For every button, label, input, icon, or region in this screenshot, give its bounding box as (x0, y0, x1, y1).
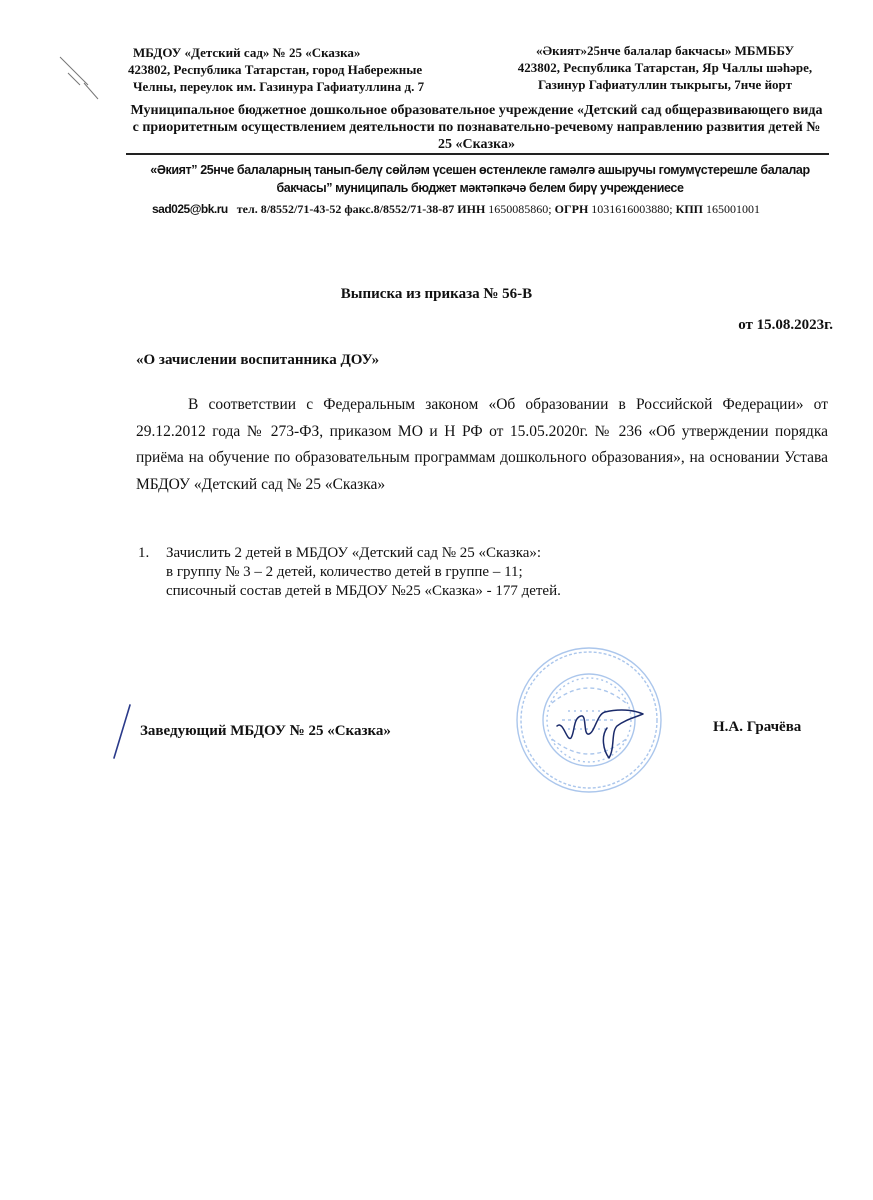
handwritten-signature (553, 692, 663, 762)
order-items-list (138, 544, 818, 601)
header-right-line2: 423802, Республика Татарстан, Яр Чаллы шәһәре, (517, 60, 813, 75)
margin-pen-mark (108, 702, 138, 762)
organization-full-name: Муниципальное бюджетное дошкольное образовательное учреждение «Детский сад общеразвивающего вида с приоритетным осуществлением деятельности по познавательно-речевому направлению развития детей № 25 «Сказка» (130, 103, 823, 152)
header-right-line3: Газинур Гафиатуллин тыкрыгы, 7нче йорт (537, 77, 793, 92)
header-left-line2: 423802, Республика Татарстан, город Набережные (128, 62, 423, 77)
list-item-line3: списочный состав детей в МБДОУ №25 «Сказка» - 177 детей. (166, 583, 561, 599)
signatory-role: Заведующий МБДОУ № 25 «Сказка» (140, 723, 391, 739)
header-right-line1: «Әкият»25нче балалар бакчасы» МБМББУ (535, 43, 795, 58)
organization-tatar-line1: «Әкият” 25нче балаларның танып-белү сөйләм үсешен өстенлекле гамәлгә ашыручы гомумүстерешле балалар (150, 163, 810, 177)
preamble-paragraph (136, 392, 828, 498)
ogrn-label: ОГРН (554, 202, 589, 216)
contacts-line (152, 202, 832, 217)
organization-full-name-tatar (140, 161, 820, 197)
list-item (138, 544, 818, 563)
header-right-block (500, 42, 830, 93)
header-left-line3: Челны, переулок им. Газинура Гафиатуллина д. 7 (133, 79, 425, 94)
document-subject: «О зачислении воспитанника ДОУ» (136, 352, 380, 368)
phones: тел. 8/8552/71-43-52 факс.8/8552/71-38-87 (236, 202, 455, 216)
inn-label: ИНН (457, 202, 486, 216)
ogrn-value: 1031616003880; (591, 202, 673, 216)
document-date: от 15.08.2023г. (738, 317, 833, 333)
organization-tatar-line2: бакчасы” муниципаль бюджет мәктәпкәчә белем бирү учреждениесе (276, 181, 684, 195)
document-title: Выписка из приказа № 56-В (340, 286, 533, 302)
preamble-text: В соответствии с Федеральным законом «Об образовании в Российской Федерации» от 29.12.2012 года № 273-ФЗ, приказом МО и Н РФ от 15.05.2020г. № 236 «Об утверждении порядка приёма на обучение по образовательным программам дошкольного образования», на основании Устава МБДОУ «Детский сад № 25 «Сказка» (136, 396, 828, 493)
header-divider (126, 153, 829, 155)
email-link[interactable]: sad025@bk.ru (152, 202, 228, 216)
inn-value: 1650085860; (488, 202, 552, 216)
header-left-block (128, 44, 468, 95)
list-item-number: 1. (138, 545, 150, 561)
kpp-value: 165001001 (706, 202, 760, 216)
signatory-name: Н.А. Грачёва (713, 719, 802, 735)
list-item-line2: в группу № 3 – 2 детей, количество детей в группе – 11; (166, 564, 523, 580)
scan-marks (58, 55, 108, 105)
kpp-label: КПП (675, 202, 703, 216)
header-left-line1: МБДОУ «Детский сад» № 25 «Сказка» (133, 45, 361, 60)
list-item-line1: Зачислить 2 детей в МБДОУ «Детский сад № 25 «Сказка»: (166, 545, 542, 561)
